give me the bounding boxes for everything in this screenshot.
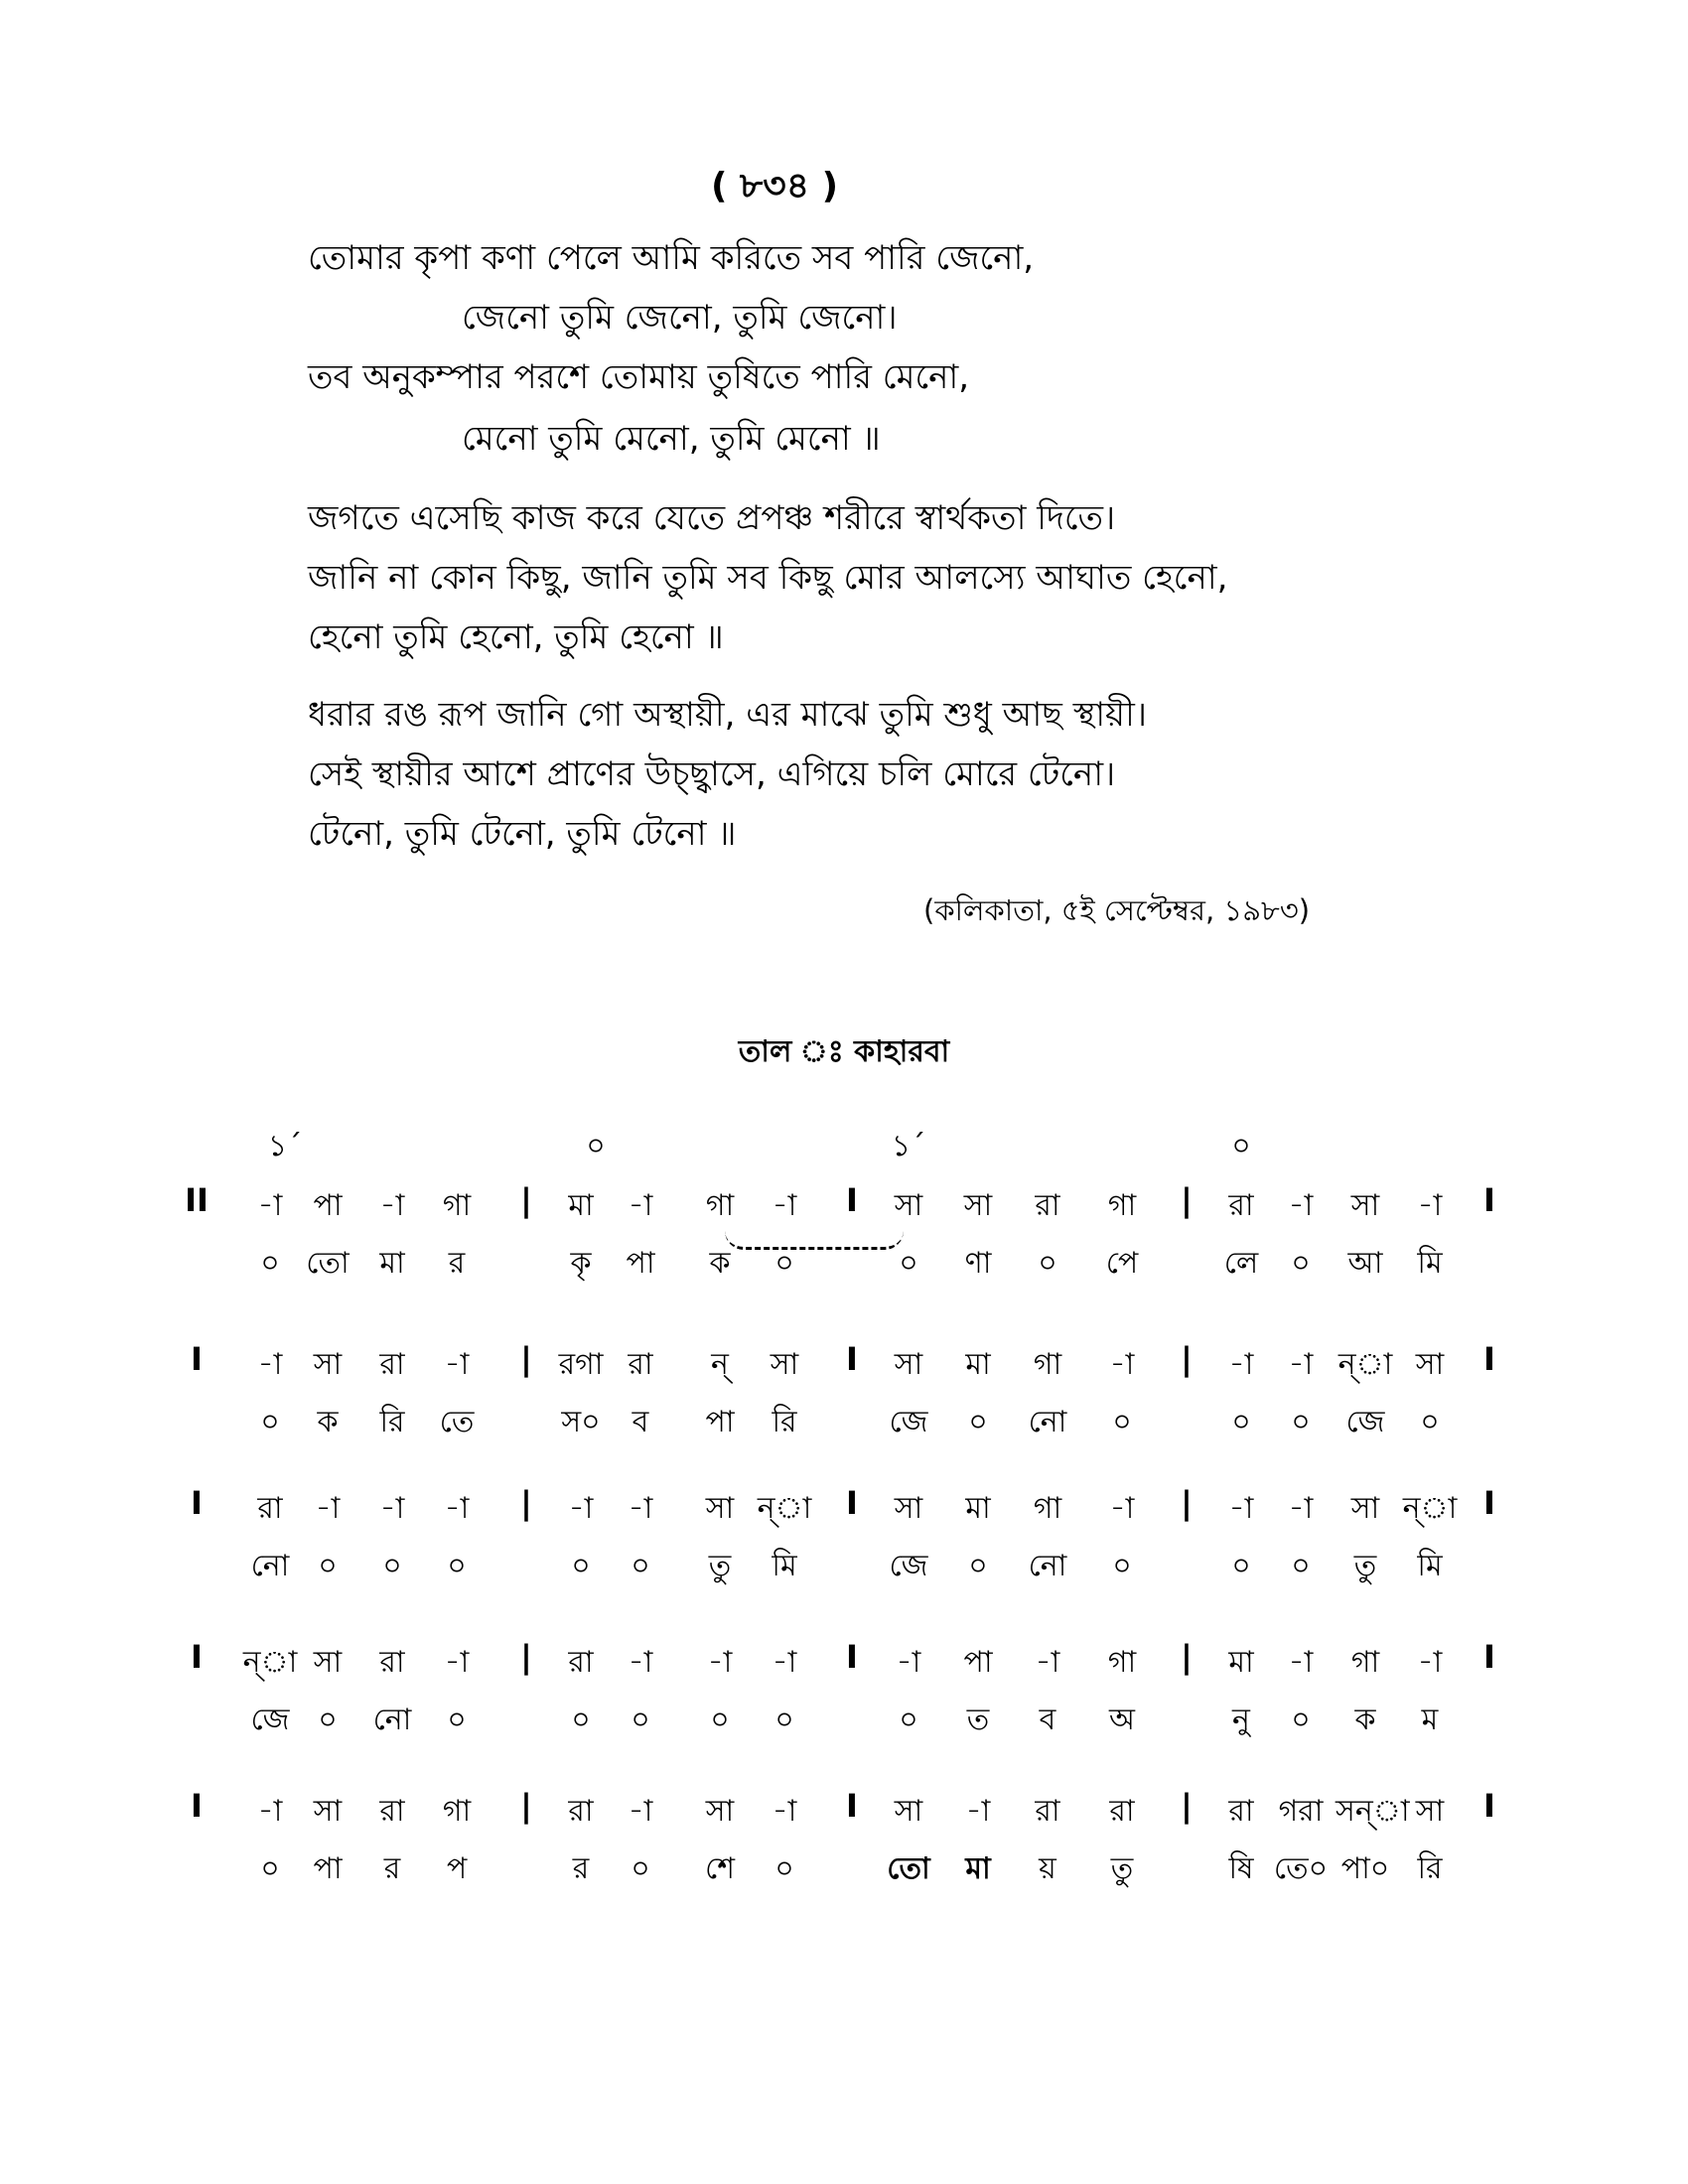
note: -া: [257, 1794, 283, 1829]
note: -া: [379, 1491, 405, 1526]
note: -া: [1288, 1491, 1314, 1526]
barline: |: [1181, 1787, 1193, 1825]
lyric-line: মেনো তুমি মেনো, তুমি মেনো ॥: [462, 419, 881, 459]
syllable: কৃ: [570, 1246, 592, 1281]
note: -া: [772, 1188, 797, 1223]
note: গা: [705, 1188, 735, 1223]
syllable: জে: [889, 1549, 928, 1583]
syllable: ০: [447, 1549, 467, 1583]
syllable: ০: [318, 1703, 338, 1737]
barline: I: [846, 1638, 858, 1676]
syllable: ক: [317, 1405, 339, 1439]
note: রা: [379, 1347, 405, 1382]
syllable: রি: [1417, 1851, 1443, 1886]
syllable: শে: [705, 1851, 735, 1886]
syllable: ম: [1421, 1703, 1439, 1737]
note: সা: [963, 1188, 993, 1223]
syllable: ব: [1039, 1703, 1056, 1737]
note: রা: [1109, 1794, 1135, 1829]
note: সা: [313, 1347, 343, 1382]
note: -া: [444, 1491, 470, 1526]
syllable: ০: [968, 1405, 988, 1439]
syllable: পা০: [1340, 1851, 1390, 1886]
syllable: তো: [306, 1246, 350, 1281]
syllable: ০: [318, 1549, 338, 1583]
syllable: আ: [1347, 1246, 1383, 1281]
syllable: র: [448, 1246, 466, 1281]
note: রা: [379, 1645, 405, 1680]
note: -া: [257, 1347, 283, 1382]
syllable: পে: [1105, 1246, 1139, 1281]
note: -া: [772, 1645, 797, 1680]
lyric-line: তোমার কৃপা কণা পেলে আমি করিতে সব পারি জেনো,: [308, 238, 1035, 278]
row-start-barline: II: [185, 1181, 209, 1219]
note: রগা: [558, 1347, 604, 1382]
barline: I: [846, 1787, 858, 1825]
barline: I: [846, 1484, 858, 1522]
syllable: তু: [1110, 1851, 1134, 1886]
lyric-line: জেনো তুমি জেনো, তুমি জেনো।: [462, 298, 898, 338]
note: -া: [1035, 1645, 1060, 1680]
syllable: তো: [887, 1851, 930, 1886]
beat-marker: ১´: [267, 1129, 303, 1163]
note: -া: [1288, 1188, 1314, 1223]
syllable: ষি: [1228, 1851, 1254, 1886]
row-start-barline: I: [191, 1787, 203, 1825]
note: মা: [568, 1188, 594, 1223]
note: -া: [707, 1645, 733, 1680]
syllable: ০: [631, 1549, 650, 1583]
note: মা: [965, 1491, 991, 1526]
syllable: পা: [626, 1246, 655, 1281]
syllable: ত: [966, 1703, 990, 1737]
note: সা: [894, 1794, 923, 1829]
row-start-barline: I: [191, 1484, 203, 1522]
barline: |: [520, 1787, 532, 1825]
note: -া: [772, 1794, 797, 1829]
syllable: ০: [631, 1851, 650, 1886]
row-start-barline: I: [191, 1638, 203, 1676]
syllable: মি: [1417, 1549, 1443, 1583]
note: ন্া: [1337, 1347, 1393, 1382]
syllable: ০: [1112, 1405, 1132, 1439]
note: সা: [705, 1491, 735, 1526]
syllable: জে: [889, 1405, 928, 1439]
note: সন্া: [1336, 1794, 1410, 1829]
note: -া: [1228, 1347, 1254, 1382]
syllable: ০: [1038, 1246, 1057, 1281]
note: -া: [1288, 1347, 1314, 1382]
slur-mark: [725, 1231, 904, 1250]
note: ন্া: [757, 1491, 812, 1526]
note: ন্া: [242, 1645, 298, 1680]
note: রা: [1035, 1188, 1060, 1223]
beat-marker: ১´: [891, 1129, 926, 1163]
barline: |: [520, 1638, 532, 1676]
note: -া: [965, 1794, 991, 1829]
syllable: ০: [774, 1703, 794, 1737]
tala-heading: তাল ঃ কাহারবা: [738, 1034, 950, 1069]
syllable: ০: [1420, 1405, 1440, 1439]
note: -া: [628, 1188, 653, 1223]
note: রা: [257, 1491, 283, 1526]
syllable: নো: [372, 1703, 412, 1737]
note: সা: [1415, 1794, 1445, 1829]
note: -া: [1109, 1491, 1135, 1526]
note: -া: [444, 1347, 470, 1382]
note: মা: [1228, 1645, 1254, 1680]
syllable: ০: [260, 1851, 280, 1886]
syllable: ০: [631, 1703, 650, 1737]
syllable: ০: [1291, 1246, 1311, 1281]
syllable: নো: [250, 1549, 290, 1583]
syllable: ০: [571, 1703, 591, 1737]
note: সা: [894, 1347, 923, 1382]
syllable: তু: [1353, 1549, 1377, 1583]
syllable: ০: [1291, 1405, 1311, 1439]
barline: |: [1181, 1340, 1193, 1378]
row-start-barline: I: [191, 1340, 203, 1378]
syllable: ০: [1112, 1549, 1132, 1583]
note: -া: [1417, 1645, 1443, 1680]
note: রা: [568, 1645, 594, 1680]
syllable: ০: [968, 1549, 988, 1583]
note: গা: [1350, 1645, 1380, 1680]
syllable: মি: [772, 1549, 797, 1583]
note: -া: [379, 1188, 405, 1223]
note: সা: [313, 1794, 343, 1829]
syllable: মি: [1417, 1246, 1443, 1281]
note: পা: [313, 1188, 343, 1223]
lyric-line: তব অনুকম্পার পরশে তোমায় তুষিতে পারি মেনো,: [308, 357, 970, 397]
note: গরা: [1278, 1794, 1324, 1829]
lyric-line: জানি না কোন কিছু, জানি তুমি সব কিছু মোর আলস্যে আঘাত হেনো,: [308, 558, 1228, 598]
syllable: নু: [1232, 1703, 1250, 1737]
syllable: পা: [705, 1405, 735, 1439]
note: রা: [1228, 1794, 1254, 1829]
syllable: পা: [313, 1851, 343, 1886]
syllable: লে: [1223, 1246, 1259, 1281]
syllable: স০: [561, 1405, 601, 1439]
barline: I: [1483, 1638, 1495, 1676]
syllable: জে: [1345, 1405, 1385, 1439]
syllable: ০: [1291, 1549, 1311, 1583]
note: রা: [1035, 1794, 1060, 1829]
beat-marker: ০: [1231, 1129, 1251, 1163]
syllable: ০: [447, 1703, 467, 1737]
syllable: মা: [379, 1246, 405, 1281]
syllable: ০: [1231, 1405, 1251, 1439]
barline: |: [520, 1181, 532, 1219]
note: গা: [1107, 1188, 1137, 1223]
lyric-line: টেনো, তুমি টেনো, তুমি টেনো ॥: [308, 814, 737, 854]
syllable: য়: [1039, 1851, 1056, 1886]
note: ন্: [711, 1347, 729, 1382]
barline: I: [846, 1181, 858, 1219]
note: রা: [379, 1794, 405, 1829]
syllable: মা: [965, 1851, 991, 1886]
note: মা: [965, 1347, 991, 1382]
barline: I: [1483, 1181, 1495, 1219]
note: সা: [894, 1491, 923, 1526]
syllable: তে০: [1273, 1851, 1329, 1886]
note: -া: [1288, 1645, 1314, 1680]
barline: I: [1483, 1340, 1495, 1378]
syllable: ক: [709, 1246, 731, 1281]
note: গা: [442, 1794, 472, 1829]
note: -া: [315, 1491, 341, 1526]
barline: I: [1483, 1787, 1495, 1825]
note: সা: [770, 1347, 799, 1382]
note: -া: [1228, 1491, 1254, 1526]
barline: |: [1181, 1484, 1193, 1522]
note: -া: [1417, 1188, 1443, 1223]
beat-marker: ০: [586, 1129, 606, 1163]
syllable: অ: [1109, 1703, 1135, 1737]
note: ন্া: [1402, 1491, 1458, 1526]
syllable: রি: [772, 1405, 797, 1439]
barline: |: [1181, 1181, 1193, 1219]
syllable: ০: [571, 1549, 591, 1583]
note: সা: [1415, 1347, 1445, 1382]
note: সা: [894, 1188, 923, 1223]
syllable: ব: [632, 1405, 649, 1439]
note: সা: [1350, 1188, 1380, 1223]
note: সা: [705, 1794, 735, 1829]
syllable: ক: [1354, 1703, 1376, 1737]
syllable: ০: [710, 1703, 730, 1737]
barline: |: [520, 1340, 532, 1378]
note: রা: [1228, 1188, 1254, 1223]
syllable: ০: [899, 1703, 918, 1737]
syllable: ০: [899, 1246, 918, 1281]
syllable: তে: [439, 1405, 475, 1439]
barline: I: [1483, 1484, 1495, 1522]
syllable: র: [572, 1851, 590, 1886]
syllable: ০: [1231, 1549, 1251, 1583]
place-date: (কলিকাতা, ৫ই সেপ্টেম্বর, ১৯৮৩): [923, 893, 1311, 927]
note: রা: [628, 1347, 653, 1382]
note: গা: [1033, 1347, 1062, 1382]
note: রা: [568, 1794, 594, 1829]
barline: |: [1181, 1638, 1193, 1676]
note: সা: [1350, 1491, 1380, 1526]
note: পা: [963, 1645, 993, 1680]
syllable: ০: [260, 1246, 280, 1281]
syllable: নো: [1028, 1405, 1067, 1439]
note: -া: [568, 1491, 594, 1526]
syllable: র: [383, 1851, 401, 1886]
note: -া: [1109, 1347, 1135, 1382]
syllable: রি: [379, 1405, 405, 1439]
note: -া: [628, 1491, 653, 1526]
syllable: তু: [708, 1549, 732, 1583]
syllable: ০: [382, 1549, 402, 1583]
syllable: ০: [1291, 1703, 1311, 1737]
syllable: প: [446, 1851, 468, 1886]
note: গা: [1033, 1491, 1062, 1526]
barline: I: [846, 1340, 858, 1378]
note: -া: [444, 1645, 470, 1680]
syllable: নো: [1028, 1549, 1067, 1583]
page-number: ( ৮৩৪ ): [710, 166, 839, 206]
barline: |: [520, 1484, 532, 1522]
note: গা: [442, 1188, 472, 1223]
lyric-line: ধরার রঙ রূপ জানি গো অস্থায়ী, এর মাঝে তুমি শুধু আছ স্থায়ী।: [308, 695, 1147, 735]
note: -া: [628, 1645, 653, 1680]
note: -া: [628, 1794, 653, 1829]
note: -া: [896, 1645, 921, 1680]
syllable: ০: [774, 1851, 794, 1886]
syllable: ণা: [964, 1246, 992, 1281]
syllable: ০: [260, 1405, 280, 1439]
syllable: ০: [774, 1246, 794, 1281]
note: গা: [1107, 1645, 1137, 1680]
note: সা: [313, 1645, 343, 1680]
syllable: জে: [250, 1703, 290, 1737]
note: -া: [257, 1188, 283, 1223]
lyric-line: সেই স্থায়ীর আশে প্রাণের উচ্ছ্বাসে, এগিয়ে চলি মোরে টেনো।: [308, 754, 1116, 794]
lyric-line: হেনো তুমি হেনো, তুমি হেনো ॥: [308, 617, 724, 657]
lyric-line: জগতে এসেছি কাজ করে যেতে প্রপঞ্চ শরীরে স্বার্থকতা দিতে।: [308, 498, 1116, 538]
